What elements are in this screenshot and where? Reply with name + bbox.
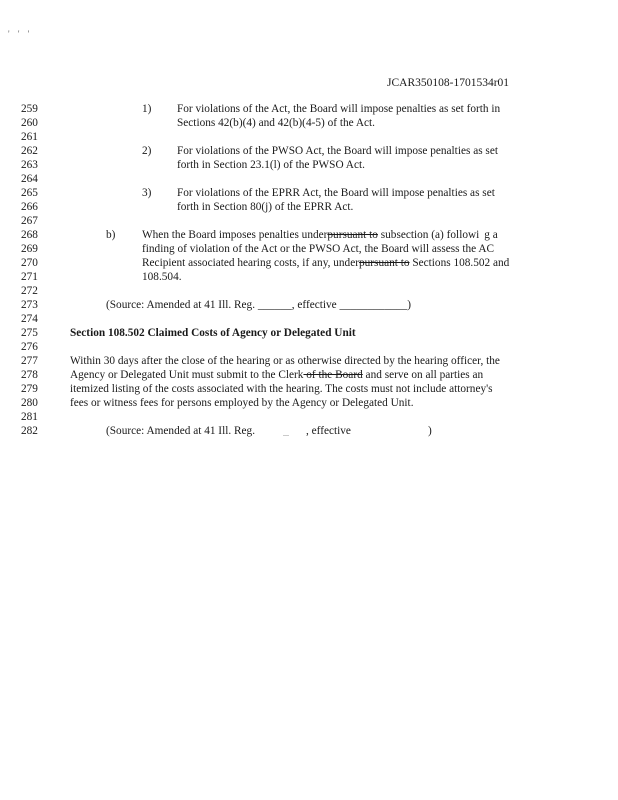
- line-number: 280: [21, 397, 38, 409]
- line-text: fees or witness fees for persons employed by the Agency or Delegated Unit.: [70, 397, 414, 409]
- line-number: 273: [21, 299, 38, 311]
- item-label: b): [106, 229, 116, 241]
- line-271: [0, 270, 618, 284]
- item-label: 2): [142, 145, 152, 157]
- line-number: 261: [21, 131, 38, 143]
- line-281: [0, 410, 618, 424]
- line-number: 281: [21, 411, 38, 423]
- item-label: 3): [142, 187, 152, 199]
- line-number: 272: [21, 285, 38, 297]
- inserted-text: Recipient associated hearing costs, if any, under: [142, 257, 359, 269]
- source-close: ): [428, 425, 432, 437]
- line-number: 279: [21, 383, 38, 395]
- line-number: 263: [21, 159, 38, 171]
- line-259: [0, 102, 618, 116]
- line-number: 268: [21, 229, 38, 241]
- source-note: (Source: Amended at 41 Ill. Reg. ______, effective ____________): [106, 299, 412, 311]
- line-276: [0, 340, 618, 354]
- inserted-text: g a: [484, 229, 498, 241]
- line-text: itemized listing of the costs associated with the hearing. The costs must not include attorney's: [70, 383, 493, 395]
- struck-text: of the Board: [303, 369, 363, 381]
- inserted-text: Sections 108.502 and: [409, 257, 510, 269]
- inserted-text: and serve on all parties an: [362, 369, 484, 381]
- line-number: 282: [21, 425, 38, 437]
- line-number: 269: [21, 243, 38, 255]
- line-269: [0, 242, 618, 256]
- line-number: 266: [21, 201, 38, 213]
- line-number: 271: [21, 271, 38, 283]
- line-268: [0, 228, 618, 242]
- line-272: [0, 284, 618, 298]
- inserted-text: subsection (a) followi: [377, 229, 480, 241]
- line-262: [0, 144, 618, 158]
- line-282: [0, 424, 618, 438]
- line-277: [0, 354, 618, 368]
- line-279: [0, 382, 618, 396]
- item-label: 1): [142, 103, 152, 115]
- struck-text: pursuant to: [358, 257, 410, 269]
- line-text: forth in Section 23.1(l) of the PWSO Act.: [177, 159, 365, 171]
- struck-text: pursuant to: [327, 229, 378, 241]
- line-number: 276: [21, 341, 38, 353]
- line-number: 259: [21, 103, 38, 115]
- line-number: 265: [21, 187, 38, 199]
- line-text: [142, 256, 509, 270]
- line-280: [0, 396, 618, 410]
- inserted-text: Agency or Delegated Unit must submit to the Clerk: [70, 369, 304, 381]
- source-reg-placeholder: ...: [283, 429, 289, 438]
- line-text: forth in Section 80(j) of the EPRR Act.: [177, 201, 354, 213]
- line-number: 275: [21, 327, 38, 339]
- line-273: [0, 298, 618, 312]
- line-274: [0, 312, 618, 326]
- line-text: [142, 228, 498, 242]
- line-text: For violations of the PWSO Act, the Board will impose penalties as set: [177, 145, 498, 157]
- inserted-text: When the Board imposes penalties under: [142, 229, 328, 241]
- line-275: [0, 326, 618, 340]
- line-text: For violations of the Act, the Board will impose penalties as set forth in: [177, 103, 501, 115]
- line-number: 264: [21, 173, 38, 185]
- line-265: [0, 186, 618, 200]
- line-270: [0, 256, 618, 270]
- source-note: (Source: Amended at 41 Ill. Reg.: [106, 425, 256, 437]
- line-number: 267: [21, 215, 38, 227]
- line-text: 108.504.: [142, 271, 182, 283]
- section-heading: Section 108.502 Claimed Costs of Agency or Delegated Unit: [70, 327, 356, 339]
- line-text: Within 30 days after the close of the hearing or as otherwise directed by the hearing officer, the: [70, 355, 500, 367]
- line-number: 262: [21, 145, 38, 157]
- document-id: JCAR350108-1701534r01: [387, 77, 510, 89]
- line-264: [0, 172, 618, 186]
- line-278: [0, 368, 618, 382]
- line-number: 270: [21, 257, 38, 269]
- line-text: finding of violation of the Act or the PWSO Act, the Board will assess the AC: [142, 243, 495, 255]
- line-text: [70, 368, 483, 382]
- line-number: 277: [21, 355, 38, 367]
- line-267: [0, 214, 618, 228]
- line-266: [0, 200, 618, 214]
- line-260: [0, 116, 618, 130]
- line-263: [0, 158, 618, 172]
- line-number: 260: [21, 117, 38, 129]
- line-261: [0, 130, 618, 144]
- source-effective: , effective: [306, 425, 351, 437]
- scan-marks: ' ' ': [8, 29, 33, 39]
- line-text: Sections 42(b)(4) and 42(b)(4-5) of the Act.: [177, 117, 375, 129]
- line-number: 278: [21, 369, 38, 381]
- line-number: 274: [21, 313, 38, 325]
- line-text: For violations of the EPRR Act, the Board will impose penalties as set: [177, 187, 495, 199]
